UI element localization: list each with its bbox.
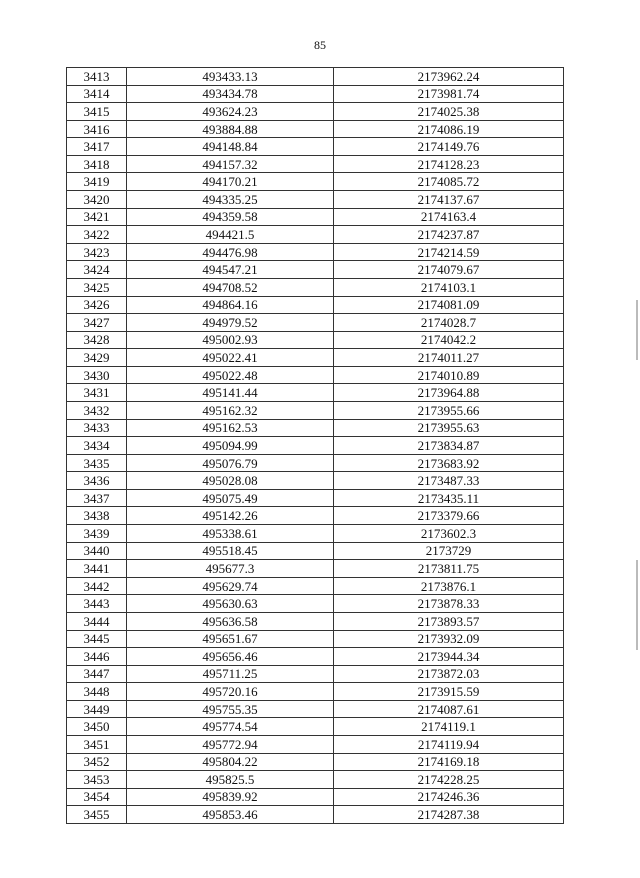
y-coordinate-cell: 2173878.33: [334, 595, 564, 613]
table-row: [67, 577, 564, 595]
point-number-cell: 3443: [67, 595, 127, 613]
x-coordinate-cell: 495656.46: [127, 648, 334, 666]
x-coordinate-cell: 495651.67: [127, 630, 334, 648]
table-row: [67, 683, 564, 701]
x-coordinate-cell: 494547.21: [127, 261, 334, 279]
y-coordinate-cell: 2174103.1: [334, 278, 564, 296]
y-coordinate-cell: 2173602.3: [334, 525, 564, 543]
table-row: [67, 314, 564, 332]
table-row: [67, 208, 564, 226]
point-number-cell: 3448: [67, 683, 127, 701]
point-number-cell: 3413: [67, 68, 127, 86]
point-number-cell: 3429: [67, 349, 127, 367]
y-coordinate-cell: 2173876.1: [334, 577, 564, 595]
table-row: [67, 103, 564, 121]
x-coordinate-cell: 495711.25: [127, 665, 334, 683]
y-coordinate-cell: 2173955.66: [334, 401, 564, 419]
y-coordinate-cell: 2174119.94: [334, 735, 564, 753]
y-coordinate-cell: 2174128.23: [334, 155, 564, 173]
point-number-cell: 3414: [67, 85, 127, 103]
point-number-cell: 3436: [67, 472, 127, 490]
point-number-cell: 3455: [67, 806, 127, 824]
point-number-cell: 3428: [67, 331, 127, 349]
y-coordinate-cell: 2174163.4: [334, 208, 564, 226]
y-coordinate-cell: 2174137.67: [334, 191, 564, 209]
x-coordinate-cell: 494864.16: [127, 296, 334, 314]
x-coordinate-cell: 493434.78: [127, 85, 334, 103]
table-row: [67, 718, 564, 736]
point-number-cell: 3426: [67, 296, 127, 314]
table-row: [67, 155, 564, 173]
point-number-cell: 3450: [67, 718, 127, 736]
table-row: [67, 419, 564, 437]
point-number-cell: 3433: [67, 419, 127, 437]
y-coordinate-cell: 2173932.09: [334, 630, 564, 648]
point-number-cell: 3444: [67, 612, 127, 630]
point-number-cell: 3447: [67, 665, 127, 683]
table-row: [67, 560, 564, 578]
table-row: [67, 191, 564, 209]
x-coordinate-cell: 494708.52: [127, 278, 334, 296]
x-coordinate-cell: 495518.45: [127, 542, 334, 560]
coordinates-table: [66, 67, 564, 824]
point-number-cell: 3451: [67, 735, 127, 753]
y-coordinate-cell: 2173955.63: [334, 419, 564, 437]
point-number-cell: 3421: [67, 208, 127, 226]
point-number-cell: 3432: [67, 401, 127, 419]
x-coordinate-cell: 494335.25: [127, 191, 334, 209]
x-coordinate-cell: 494148.84: [127, 138, 334, 156]
x-coordinate-cell: 495002.93: [127, 331, 334, 349]
point-number-cell: 3434: [67, 437, 127, 455]
table-row: [67, 401, 564, 419]
x-coordinate-cell: 493624.23: [127, 103, 334, 121]
y-coordinate-cell: 2173915.59: [334, 683, 564, 701]
point-number-cell: 3424: [67, 261, 127, 279]
table-row: [67, 648, 564, 666]
x-coordinate-cell: 494421.5: [127, 226, 334, 244]
x-coordinate-cell: 495755.35: [127, 700, 334, 718]
y-coordinate-cell: 2174228.25: [334, 771, 564, 789]
y-coordinate-cell: 2173872.03: [334, 665, 564, 683]
point-number-cell: 3437: [67, 489, 127, 507]
point-number-cell: 3438: [67, 507, 127, 525]
y-coordinate-cell: 2174011.27: [334, 349, 564, 367]
x-coordinate-cell: 495142.26: [127, 507, 334, 525]
y-coordinate-cell: 2174086.19: [334, 120, 564, 138]
scan-edge-mark: [636, 560, 638, 650]
x-coordinate-cell: 493884.88: [127, 120, 334, 138]
point-number-cell: 3452: [67, 753, 127, 771]
table-body: [67, 68, 564, 824]
table-row: [67, 525, 564, 543]
point-number-cell: 3449: [67, 700, 127, 718]
point-number-cell: 3419: [67, 173, 127, 191]
x-coordinate-cell: 495162.53: [127, 419, 334, 437]
point-number-cell: 3435: [67, 454, 127, 472]
point-number-cell: 3417: [67, 138, 127, 156]
y-coordinate-cell: 2173834.87: [334, 437, 564, 455]
point-number-cell: 3425: [67, 278, 127, 296]
y-coordinate-cell: 2173811.75: [334, 560, 564, 578]
point-number-cell: 3431: [67, 384, 127, 402]
y-coordinate-cell: 2174237.87: [334, 226, 564, 244]
x-coordinate-cell: 493433.13: [127, 68, 334, 86]
y-coordinate-cell: 2173729: [334, 542, 564, 560]
table-row: [67, 437, 564, 455]
y-coordinate-cell: 2174149.76: [334, 138, 564, 156]
y-coordinate-cell: 2173962.24: [334, 68, 564, 86]
x-coordinate-cell: 494476.98: [127, 243, 334, 261]
table-row: [67, 595, 564, 613]
x-coordinate-cell: 495076.79: [127, 454, 334, 472]
x-coordinate-cell: 495720.16: [127, 683, 334, 701]
point-number-cell: 3442: [67, 577, 127, 595]
table-row: [67, 735, 564, 753]
y-coordinate-cell: 2173893.57: [334, 612, 564, 630]
y-coordinate-cell: 2174287.38: [334, 806, 564, 824]
point-number-cell: 3423: [67, 243, 127, 261]
x-coordinate-cell: 494979.52: [127, 314, 334, 332]
table-row: [67, 261, 564, 279]
y-coordinate-cell: 2174081.09: [334, 296, 564, 314]
x-coordinate-cell: 495825.5: [127, 771, 334, 789]
y-coordinate-cell: 2173944.34: [334, 648, 564, 666]
x-coordinate-cell: 495636.58: [127, 612, 334, 630]
point-number-cell: 3422: [67, 226, 127, 244]
x-coordinate-cell: 495772.94: [127, 735, 334, 753]
table-row: [67, 753, 564, 771]
x-coordinate-cell: 495094.99: [127, 437, 334, 455]
table-row: [67, 349, 564, 367]
y-coordinate-cell: 2174025.38: [334, 103, 564, 121]
y-coordinate-cell: 2174085.72: [334, 173, 564, 191]
table-row: [67, 384, 564, 402]
point-number-cell: 3416: [67, 120, 127, 138]
point-number-cell: 3441: [67, 560, 127, 578]
x-coordinate-cell: 495338.61: [127, 525, 334, 543]
x-coordinate-cell: 495022.41: [127, 349, 334, 367]
point-number-cell: 3415: [67, 103, 127, 121]
point-number-cell: 3439: [67, 525, 127, 543]
x-coordinate-cell: 495022.48: [127, 366, 334, 384]
table-row: [67, 243, 564, 261]
y-coordinate-cell: 2174087.61: [334, 700, 564, 718]
x-coordinate-cell: 495141.44: [127, 384, 334, 402]
y-coordinate-cell: 2174214.59: [334, 243, 564, 261]
table-row: [67, 806, 564, 824]
table-row: [67, 454, 564, 472]
y-coordinate-cell: 2173981.74: [334, 85, 564, 103]
y-coordinate-cell: 2174119.1: [334, 718, 564, 736]
point-number-cell: 3418: [67, 155, 127, 173]
x-coordinate-cell: 495853.46: [127, 806, 334, 824]
point-number-cell: 3420: [67, 191, 127, 209]
table-row: [67, 138, 564, 156]
x-coordinate-cell: 495804.22: [127, 753, 334, 771]
table-row: [67, 68, 564, 86]
table-row: [67, 700, 564, 718]
page-number: 85: [314, 38, 326, 52]
point-number-cell: 3454: [67, 788, 127, 806]
table-row: [67, 489, 564, 507]
x-coordinate-cell: 495677.3: [127, 560, 334, 578]
y-coordinate-cell: 2173683.92: [334, 454, 564, 472]
y-coordinate-cell: 2174079.67: [334, 261, 564, 279]
y-coordinate-cell: 2173487.33: [334, 472, 564, 490]
table-row: [67, 85, 564, 103]
point-number-cell: 3427: [67, 314, 127, 332]
x-coordinate-cell: 495630.63: [127, 595, 334, 613]
table-row: [67, 788, 564, 806]
x-coordinate-cell: 494170.21: [127, 173, 334, 191]
y-coordinate-cell: 2174010.89: [334, 366, 564, 384]
table-row: [67, 226, 564, 244]
table-row: [67, 366, 564, 384]
table-row: [67, 612, 564, 630]
table-row: [67, 173, 564, 191]
point-number-cell: 3430: [67, 366, 127, 384]
y-coordinate-cell: 2174042.2: [334, 331, 564, 349]
x-coordinate-cell: 494157.32: [127, 155, 334, 173]
point-number-cell: 3446: [67, 648, 127, 666]
y-coordinate-cell: 2173379.66: [334, 507, 564, 525]
table-row: [67, 665, 564, 683]
point-number-cell: 3453: [67, 771, 127, 789]
point-number-cell: 3440: [67, 542, 127, 560]
y-coordinate-cell: 2173964.88: [334, 384, 564, 402]
x-coordinate-cell: 495629.74: [127, 577, 334, 595]
x-coordinate-cell: 495162.32: [127, 401, 334, 419]
point-number-cell: 3445: [67, 630, 127, 648]
y-coordinate-cell: 2173435.11: [334, 489, 564, 507]
scan-edge-mark: [636, 300, 638, 360]
table-row: [67, 120, 564, 138]
x-coordinate-cell: 495075.49: [127, 489, 334, 507]
y-coordinate-cell: 2174246.36: [334, 788, 564, 806]
table-row: [67, 507, 564, 525]
y-coordinate-cell: 2174028.7: [334, 314, 564, 332]
table-row: [67, 630, 564, 648]
table-row: [67, 296, 564, 314]
table-row: [67, 542, 564, 560]
x-coordinate-cell: 494359.58: [127, 208, 334, 226]
x-coordinate-cell: 495839.92: [127, 788, 334, 806]
table-row: [67, 472, 564, 490]
table-row: [67, 331, 564, 349]
x-coordinate-cell: 495028.08: [127, 472, 334, 490]
x-coordinate-cell: 495774.54: [127, 718, 334, 736]
y-coordinate-cell: 2174169.18: [334, 753, 564, 771]
table-row: [67, 771, 564, 789]
table-row: [67, 278, 564, 296]
